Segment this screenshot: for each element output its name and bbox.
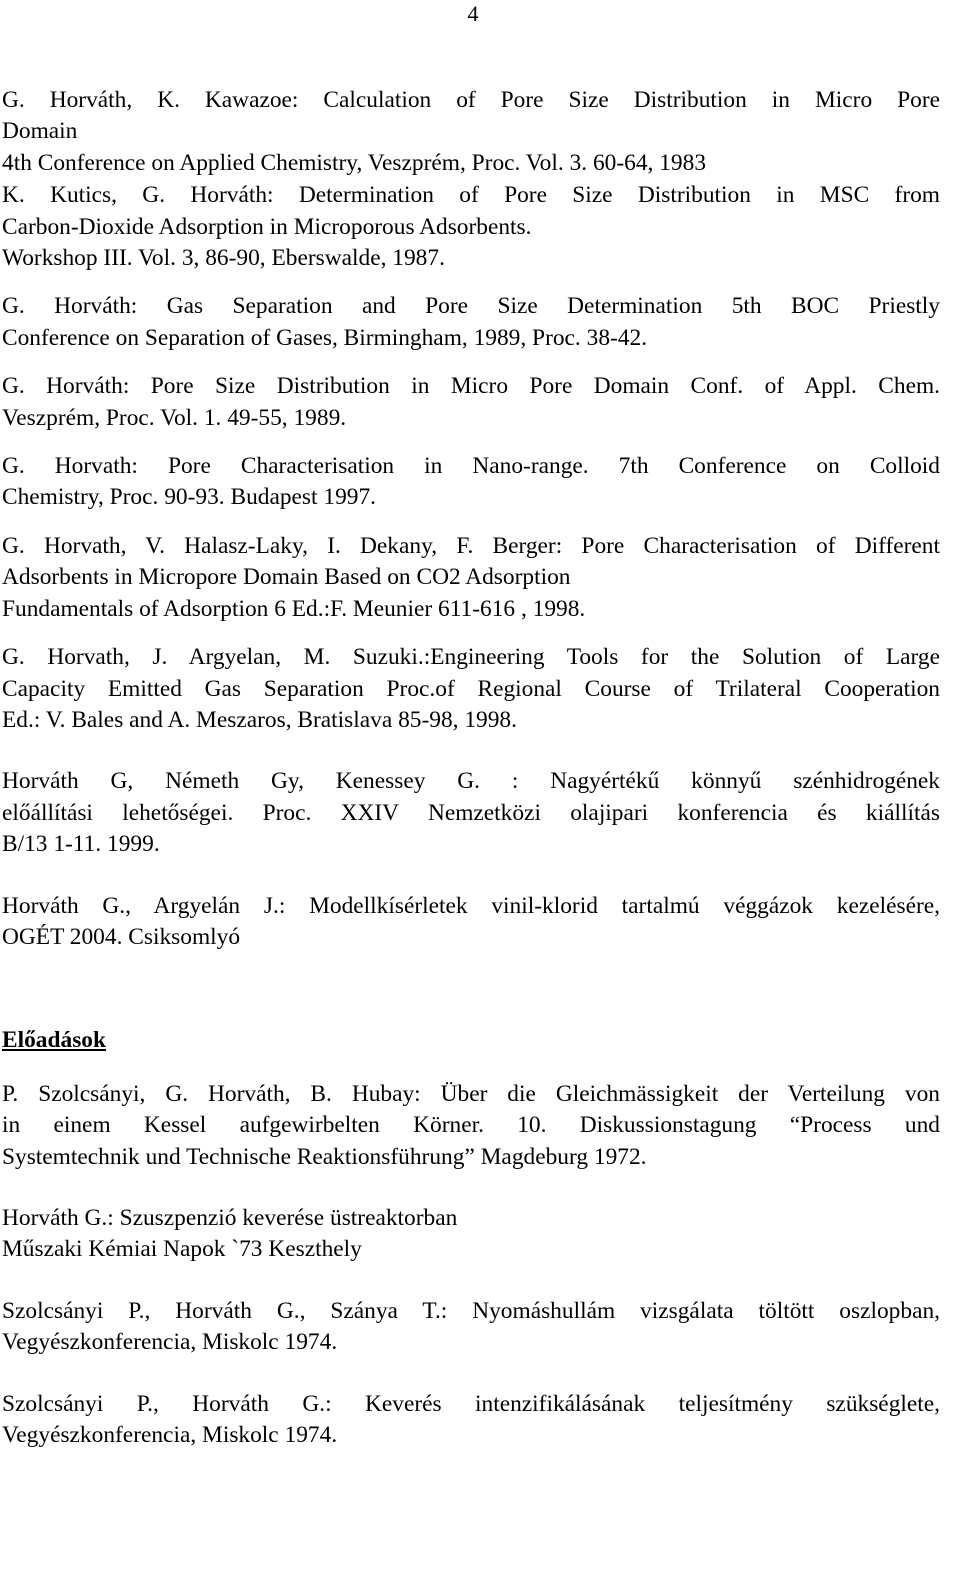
publication-entry: [2, 371, 940, 434]
lecture-line: P. Szolcsányi, G. Horváth, B. Hubay: Über die Gleichmässigkeit der Verteilung von: [2, 1080, 940, 1107]
lecture-line: Systemtechnik und Technische Reaktionsführung” Magdeburg 1972.: [2, 1143, 647, 1170]
publication-entry: [2, 891, 940, 954]
section-heading: Előadások: [2, 1027, 107, 1054]
publication-entry: [2, 291, 940, 354]
publication-line: előállítási lehetőségei. Proc. XXIV Nemzetközi olajipari konferencia és kiállítás: [2, 799, 940, 826]
publication-line: Adsorbents in Micropore Domain Based on CO2 Adsorption: [2, 564, 571, 591]
publication-line: OGÉT 2004. Csiksomlyó: [2, 923, 241, 950]
publication-line: G. Horvath, V. Halasz-Laky, I. Dekany, F. Berger: Pore Characterisation of Different: [2, 532, 940, 559]
publication-line: G. Horváth: Gas Separation and Pore Size Determination 5th BOC Priestly: [2, 293, 940, 320]
publication-entry: [2, 766, 940, 860]
lecture-entry: [2, 1079, 940, 1173]
publication-line: Chemistry, Proc. 90-93. Budapest 1997.: [2, 484, 376, 511]
publication-entry: [2, 451, 940, 514]
publication-line: Conference on Separation of Gases, Birmingham, 1989, Proc. 38-42.: [2, 324, 648, 351]
publication-line: B/13 1-11. 1999.: [2, 831, 160, 858]
lecture-entry: [2, 1389, 940, 1452]
document-body: [2, 85, 940, 1451]
page-number: 4: [467, 1, 479, 26]
publication-line: G. Horvath: Pore Characterisation in Nano-range. 7th Conference on Colloid: [2, 453, 940, 480]
lecture-line: in einem Kessel aufgewirbelten Körner. 10. Diskussionstagung “Process und: [2, 1112, 940, 1139]
lecture-line: Horváth G.: Szuszpenzió keverése üstreaktorban: [2, 1204, 458, 1231]
publication-entry: [2, 180, 940, 274]
publication-line: Carbon-Dioxide Adsorption in Microporous Adsorbents.: [2, 213, 532, 240]
publication-entry: [2, 531, 940, 625]
publication-line: G. Horváth: Pore Size Distribution in Micro Pore Domain Conf. of Appl. Chem.: [2, 373, 940, 400]
publication-line: Fundamentals of Adsorption 6 Ed.:F. Meunier 611-616 , 1998.: [2, 595, 586, 622]
lecture-line: Vegyészkonferencia, Miskolc 1974.: [2, 1422, 338, 1448]
publication-entry: [2, 642, 940, 736]
publication-line: Veszprém, Proc. Vol. 1. 49-55, 1989.: [2, 404, 347, 431]
publication-line: 4th Conference on Applied Chemistry, Veszprém, Proc. Vol. 3. 60-64, 1983: [2, 149, 707, 176]
publication-line: G. Horvath, J. Argyelan, M. Suzuki.:Engineering Tools for the Solution of Large: [2, 644, 940, 671]
lecture-line: Műszaki Kémiai Napok `73 Keszthely: [2, 1236, 362, 1263]
publication-line: G. Horváth, K. Kawazoe: Calculation of Pore Size Distribution in Micro Pore: [2, 87, 940, 113]
publication-line: K. Kutics, G. Horváth: Determination of Pore Size Distribution in MSC from: [2, 182, 940, 209]
publication-line: Capacity Emitted Gas Separation Proc.of Regional Course of Trilateral Cooperation: [2, 675, 940, 702]
publication-line: Ed.: V. Bales and A. Meszaros, Bratislava 85-98, 1998.: [2, 706, 517, 733]
lecture-line: Szolcsányi P., Horváth G., Szánya T.: Nyomáshullám vizsgálata töltött oszlopban,: [2, 1297, 940, 1324]
section-heading-container: [2, 1025, 940, 1056]
lecture-line: Szolcsányi P., Horváth G.: Keverés intenzifikálásának teljesítmény szükséglete,: [2, 1390, 940, 1417]
lecture-entry: [2, 1296, 940, 1359]
publication-line: Horváth G, Németh Gy, Kenessey G. : Nagyértékű könnyű szénhidrogének: [2, 768, 940, 795]
publication-line: Workshop III. Vol. 3, 86-90, Eberswalde, 1987.: [2, 245, 445, 272]
publication-line: Horváth G., Argyelán J.: Modellkísérletek vinil-klorid tartalmú véggázok kezelésére,: [2, 892, 940, 919]
publication-line: Domain: [2, 118, 78, 145]
lecture-line: Vegyészkonferencia, Miskolc 1974.: [2, 1329, 338, 1356]
lecture-entry: [2, 1203, 940, 1266]
publication-entry: [2, 85, 940, 179]
